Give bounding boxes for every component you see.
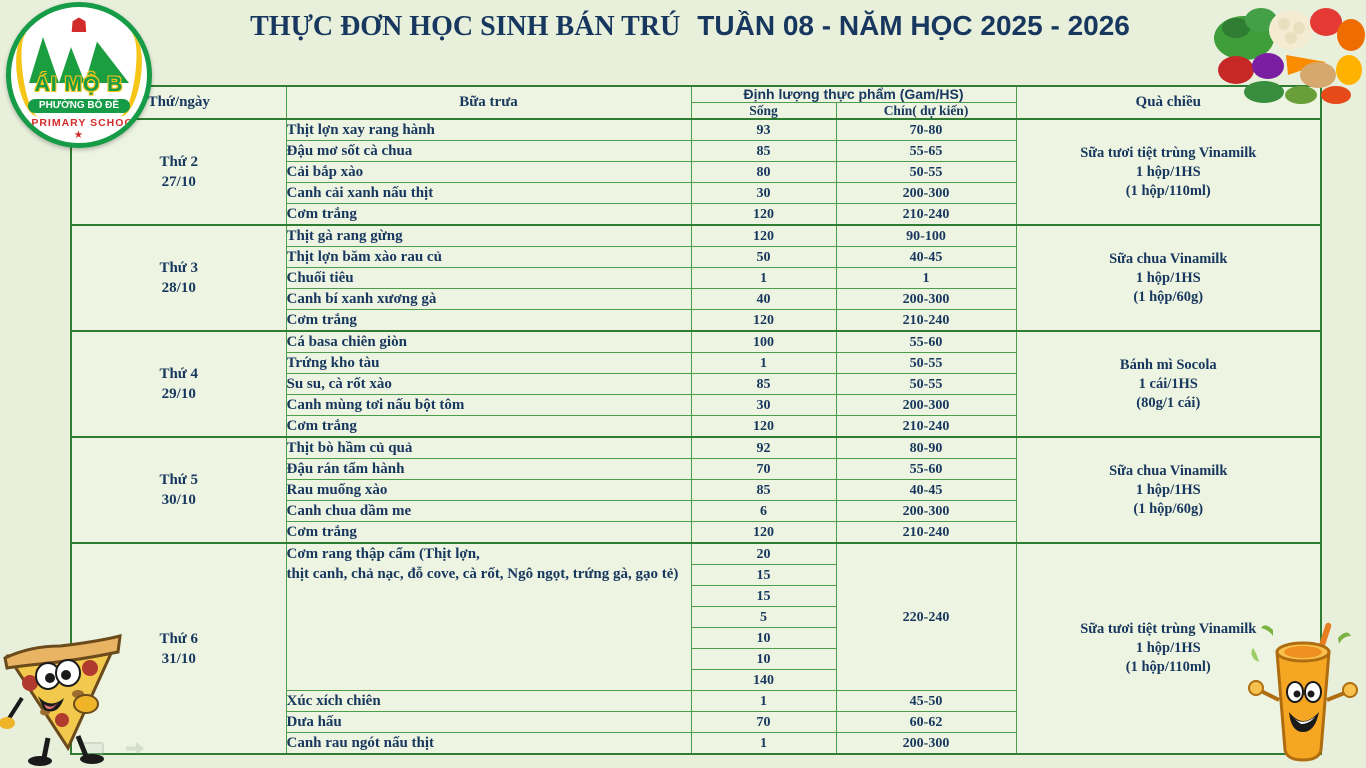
snack-line: (1 hộp/60g) bbox=[1133, 288, 1204, 305]
cooked-cell: 200-300 bbox=[836, 289, 1016, 310]
cooked-cell: 200-300 bbox=[836, 501, 1016, 522]
dish-cell: Rau muống xào bbox=[286, 480, 691, 501]
snack-cell bbox=[1016, 225, 1321, 331]
menu-row bbox=[71, 437, 1321, 459]
logo-ward-name: PHƯỜNG BỒ ĐỀ bbox=[28, 99, 130, 113]
raw-cell: 70 bbox=[691, 459, 836, 480]
raw-cell: 92 bbox=[691, 437, 836, 459]
raw-cell: 120 bbox=[691, 310, 836, 332]
dish-cell: Su su, cà rốt xào bbox=[286, 374, 691, 395]
pizza-mascot-image bbox=[0, 628, 130, 768]
snack-line: (1 hộp/110ml) bbox=[1125, 182, 1211, 199]
cooked-cell: 200-300 bbox=[836, 733, 1016, 755]
snack-line: 1 hộp/1HS bbox=[1135, 269, 1201, 286]
dish-cell: Canh cải xanh nấu thịt bbox=[286, 183, 691, 204]
snack-line: 1 cái/1HS bbox=[1138, 375, 1198, 392]
dish-cell: Chuối tiêu bbox=[286, 268, 691, 289]
dish-name-line: Cơm rang thập cẩm (Thịt lợn, bbox=[286, 546, 480, 562]
day-label: Thứ 6 bbox=[159, 630, 199, 647]
day-cell bbox=[71, 225, 286, 331]
day-label: Thứ 5 bbox=[159, 472, 199, 488]
day-label: Thứ 4 bbox=[159, 366, 199, 382]
snack-line: (1 hộp/60g) bbox=[1133, 500, 1204, 517]
col-header-snack: Quà chiều bbox=[1016, 86, 1321, 119]
raw-cell: 1 bbox=[691, 268, 836, 289]
logo-school-name: ÁI MỘ B bbox=[34, 73, 124, 96]
raw-cell: 15 bbox=[691, 565, 836, 586]
cooked-cell: 200-300 bbox=[836, 183, 1016, 204]
menu-row bbox=[71, 119, 1321, 141]
dish-cell: Thịt gà rang gừng bbox=[286, 225, 691, 247]
col-header-raw: Sống bbox=[691, 103, 836, 120]
cooked-cell: 220-240 bbox=[836, 543, 1016, 691]
col-header-day: Thứ/ngày bbox=[71, 86, 286, 119]
menu-row bbox=[71, 225, 1321, 247]
cooked-cell: 90-100 bbox=[836, 225, 1016, 247]
dish-cell: Cơm trắng bbox=[286, 204, 691, 226]
raw-cell: 1 bbox=[691, 733, 836, 755]
day-date: 29/10 bbox=[161, 386, 196, 402]
dish-cell: Trứng kho tàu bbox=[286, 353, 691, 374]
cooked-cell: 210-240 bbox=[836, 204, 1016, 226]
cooked-cell: 40-45 bbox=[836, 247, 1016, 268]
cooked-cell: 40-45 bbox=[836, 480, 1016, 501]
page-title-main: THỰC ĐƠN HỌC SINH BÁN TRÚ bbox=[250, 11, 681, 42]
raw-cell: 30 bbox=[691, 183, 836, 204]
raw-cell: 80 bbox=[691, 162, 836, 183]
raw-cell: 5 bbox=[691, 607, 836, 628]
raw-cell: 140 bbox=[691, 670, 836, 691]
snack-line: 1 hộp/1HS bbox=[1135, 481, 1201, 498]
cooked-cell: 50-55 bbox=[836, 162, 1016, 183]
snack-line: (1 hộp/110ml) bbox=[1125, 659, 1211, 675]
raw-cell: 10 bbox=[691, 628, 836, 649]
col-header-quantity: Định lượng thực phẩm (Gam/HS) bbox=[691, 86, 1016, 103]
dish-cell: Cơm trắng bbox=[286, 522, 691, 544]
raw-cell: 6 bbox=[691, 501, 836, 522]
dish-cell: Thịt lợn băm xào rau củ bbox=[286, 247, 691, 268]
dish-cell: Thịt bò hầm củ quả bbox=[286, 437, 691, 459]
raw-cell: 50 bbox=[691, 247, 836, 268]
school-logo bbox=[6, 2, 152, 148]
cooked-cell: 80-90 bbox=[836, 437, 1016, 459]
raw-cell: 40 bbox=[691, 289, 836, 310]
dish-name-line: thịt canh, chả nạc, đỗ cove, cà rốt, Ngô ngọt, trứng gà, gạo tẻ) bbox=[286, 566, 679, 582]
snack-line: Sữa chua Vinamilk bbox=[1109, 250, 1228, 267]
cooked-cell: 70-80 bbox=[836, 119, 1016, 141]
header-row bbox=[71, 86, 1321, 103]
snack-line: Sữa tươi tiệt trùng Vinamilk bbox=[1080, 144, 1257, 161]
raw-cell: 100 bbox=[691, 331, 836, 353]
day-date: 27/10 bbox=[161, 174, 196, 190]
snack-line: Sữa tươi tiệt trùng Vinamilk bbox=[1080, 621, 1257, 637]
day-date: 28/10 bbox=[161, 280, 196, 296]
raw-cell: 15 bbox=[691, 586, 836, 607]
menu-table bbox=[70, 85, 1322, 755]
raw-cell: 120 bbox=[691, 522, 836, 544]
cooked-cell: 1 bbox=[836, 268, 1016, 289]
snack-cell bbox=[1016, 119, 1321, 225]
page-title-week: TUẦN 08 - NĂM HỌC 2025 - 2026 bbox=[697, 10, 1130, 41]
logo-school-type: ★ PRIMARY SCHOOL ★ bbox=[16, 117, 141, 141]
dish-cell: Canh rau ngót nấu thịt bbox=[286, 733, 691, 755]
cooked-cell: 45-50 bbox=[836, 691, 1016, 712]
raw-cell: 70 bbox=[691, 712, 836, 733]
pagoda-icon: ☗ bbox=[70, 13, 88, 37]
day-cell bbox=[71, 437, 286, 543]
snack-line: 1 hộp/1HS bbox=[1135, 640, 1201, 656]
dish-cell: Canh mùng tơi nấu bột tôm bbox=[286, 395, 691, 416]
dish-cell: Thịt lợn xay rang hành bbox=[286, 119, 691, 141]
raw-cell: 30 bbox=[691, 395, 836, 416]
cooked-cell: 50-55 bbox=[836, 353, 1016, 374]
raw-cell: 20 bbox=[691, 543, 836, 565]
cooked-cell: 200-300 bbox=[836, 395, 1016, 416]
dish-cell: Đậu mơ sốt cà chua bbox=[286, 141, 691, 162]
raw-cell: 85 bbox=[691, 141, 836, 162]
day-label: Thứ 2 bbox=[159, 154, 199, 170]
dish-cell: Cá basa chiên giòn bbox=[286, 331, 691, 353]
menu-row bbox=[71, 543, 1321, 565]
snack-cell bbox=[1016, 331, 1321, 437]
col-header-cooked: Chín( dự kiến) bbox=[836, 103, 1016, 120]
page-title bbox=[150, 10, 1230, 43]
day-cell bbox=[71, 331, 286, 437]
school-logo-inner bbox=[11, 7, 147, 143]
cooked-cell: 210-240 bbox=[836, 310, 1016, 332]
menu-row bbox=[71, 331, 1321, 353]
raw-cell: 1 bbox=[691, 353, 836, 374]
raw-cell: 85 bbox=[691, 480, 836, 501]
raw-cell: 93 bbox=[691, 119, 836, 141]
cooked-cell: 60-62 bbox=[836, 712, 1016, 733]
cooked-cell: 50-55 bbox=[836, 374, 1016, 395]
dish-cell: Cơm trắng bbox=[286, 310, 691, 332]
dish-cell: Dưa hấu bbox=[286, 712, 691, 733]
col-header-lunch: Bữa trưa bbox=[286, 86, 691, 119]
vegetables-image bbox=[1206, 0, 1366, 110]
dish-cell: Canh bí xanh xương gà bbox=[286, 289, 691, 310]
raw-cell: 120 bbox=[691, 225, 836, 247]
snack-line: (80g/1 cái) bbox=[1136, 394, 1201, 411]
raw-cell: 85 bbox=[691, 374, 836, 395]
dish-cell: Xúc xích chiên bbox=[286, 691, 691, 712]
raw-cell: 120 bbox=[691, 204, 836, 226]
snack-line: Bánh mì Socola bbox=[1119, 356, 1217, 373]
day-date: 30/10 bbox=[161, 492, 196, 508]
cooked-cell: 210-240 bbox=[836, 522, 1016, 544]
dish-cell: Đậu rán tẩm hành bbox=[286, 459, 691, 480]
cooked-cell: 55-60 bbox=[836, 459, 1016, 480]
day-label: Thứ 3 bbox=[159, 260, 199, 276]
snack-line: Sữa chua Vinamilk bbox=[1109, 462, 1228, 479]
cooked-cell: 210-240 bbox=[836, 416, 1016, 438]
cooked-cell: 55-60 bbox=[836, 331, 1016, 353]
raw-cell: 1 bbox=[691, 691, 836, 712]
dish-cell: Canh chua dầm me bbox=[286, 501, 691, 522]
cooked-cell: 55-65 bbox=[836, 141, 1016, 162]
dish-cell: Cải bắp xào bbox=[286, 162, 691, 183]
snack-cell bbox=[1016, 437, 1321, 543]
day-date: 31/10 bbox=[161, 650, 196, 667]
dish-cell: Cơm trắng bbox=[286, 416, 691, 438]
raw-cell: 120 bbox=[691, 416, 836, 438]
snack-line: 1 hộp/1HS bbox=[1135, 163, 1201, 180]
dish-cell bbox=[286, 543, 691, 691]
juice-mascot-image bbox=[1243, 620, 1363, 768]
raw-cell: 10 bbox=[691, 649, 836, 670]
